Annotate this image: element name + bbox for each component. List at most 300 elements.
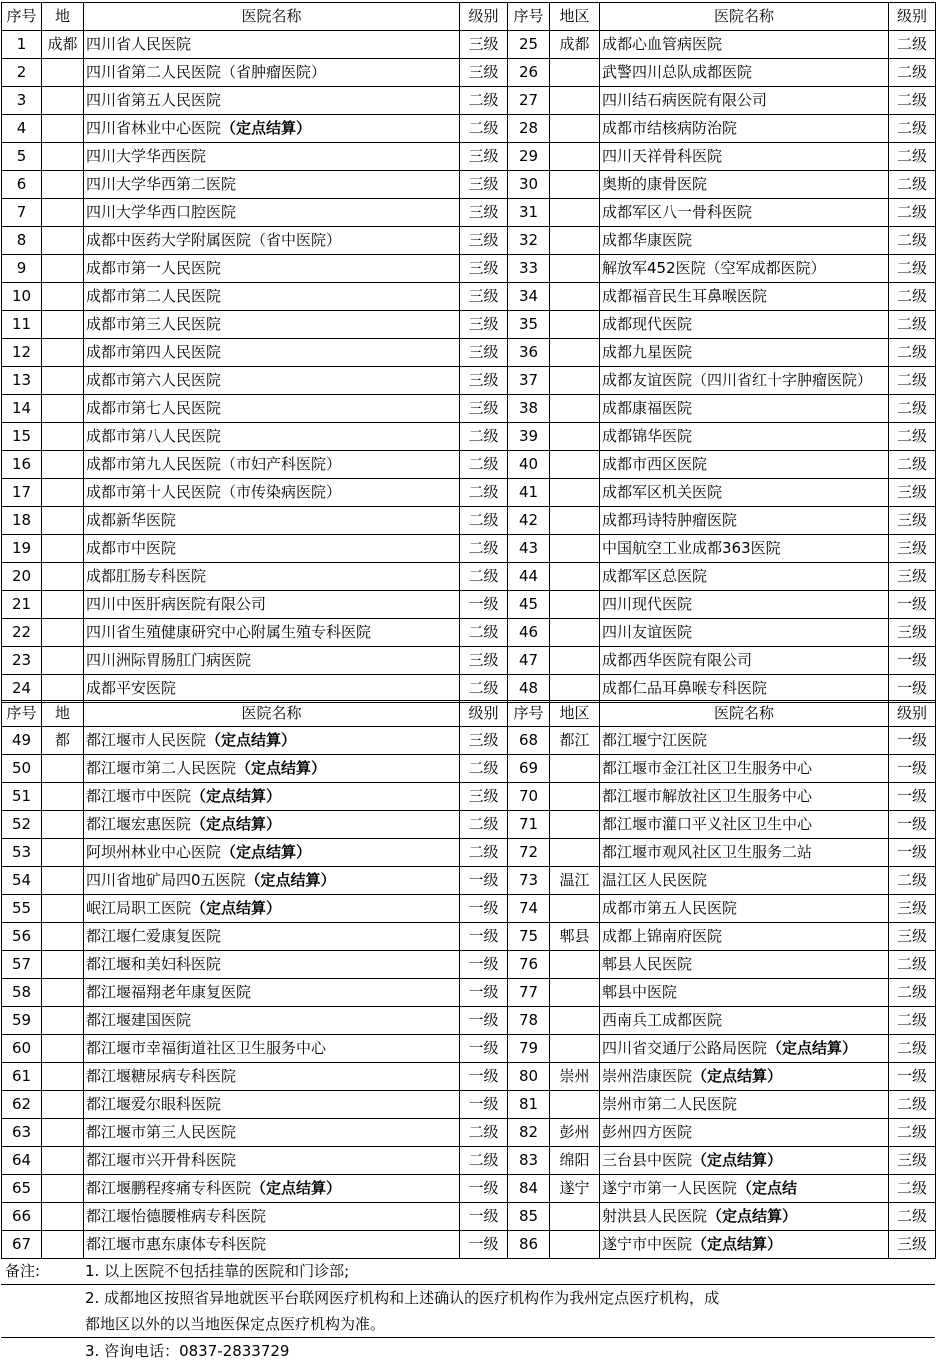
region bbox=[42, 59, 84, 87]
region bbox=[42, 755, 84, 783]
hospital-name-right bbox=[600, 951, 889, 979]
hospital-name-text: 四川大学华西医院 bbox=[86, 147, 207, 165]
hospital-name-right bbox=[600, 619, 889, 647]
level-right: 一级 bbox=[889, 783, 936, 811]
row-number: 65 bbox=[2, 1175, 42, 1203]
hospital-name-right bbox=[600, 1119, 889, 1147]
header-level: 级别 bbox=[460, 701, 508, 727]
row-number-right: 32 bbox=[508, 227, 550, 255]
row-number-right: 34 bbox=[508, 283, 550, 311]
hospital-name-text: 都江堰仁爱康复医院 bbox=[86, 927, 222, 945]
region-right bbox=[550, 395, 600, 423]
header-no: 序号 bbox=[2, 701, 42, 727]
header-no: 序号 bbox=[2, 3, 42, 31]
row-number: 10 bbox=[2, 283, 42, 311]
row-number: 54 bbox=[2, 867, 42, 895]
hospital-name-right-text: 崇州市第二人民医院 bbox=[602, 1095, 738, 1113]
hospital-name-text: 成都市第七人民医院 bbox=[86, 399, 222, 417]
note-line-2b bbox=[1, 1311, 935, 1338]
table-row bbox=[2, 171, 936, 199]
hospital-name-right bbox=[600, 395, 889, 423]
hospital-name-right-text: 成都军区总医院 bbox=[602, 567, 708, 585]
hospital-name-right-text: 成都市西区医院 bbox=[602, 455, 708, 473]
hospital-name-right bbox=[600, 199, 889, 227]
hospital-name-right-text: 都江堰市观风社区卫生服务二站 bbox=[602, 843, 813, 861]
hospital-name-text: 四川省生殖健康研究中心附属生殖专科医院 bbox=[86, 623, 372, 641]
hospital-name-text: 成都市第二人民医院 bbox=[86, 287, 222, 305]
row-number-right: 40 bbox=[508, 451, 550, 479]
hospital-name bbox=[84, 979, 460, 1007]
level: 三级 bbox=[460, 31, 508, 59]
row-number-right: 77 bbox=[508, 979, 550, 1007]
region-right: 成都 bbox=[550, 31, 600, 59]
region-right bbox=[550, 675, 600, 703]
hospital-name bbox=[84, 227, 460, 255]
hospital-name-text: 成都市第三人民医院 bbox=[86, 315, 222, 333]
row-number: 67 bbox=[2, 1231, 42, 1259]
settlement-tag: （定点结算） bbox=[251, 1179, 342, 1197]
row-number: 18 bbox=[2, 507, 42, 535]
hospital-name bbox=[84, 839, 460, 867]
hospital-name bbox=[84, 1063, 460, 1091]
level: 一级 bbox=[460, 1203, 508, 1231]
region bbox=[42, 1007, 84, 1035]
row-number-right: 74 bbox=[508, 895, 550, 923]
hospital-name-right-text: 遂宁市中医院 bbox=[602, 1235, 693, 1253]
region-right bbox=[550, 339, 600, 367]
hospital-name-right bbox=[600, 115, 889, 143]
table-header-row bbox=[2, 3, 936, 31]
hospital-name-text: 岷江局职工医院 bbox=[86, 899, 192, 917]
row-number-right: 43 bbox=[508, 535, 550, 563]
row-number-right: 79 bbox=[508, 1035, 550, 1063]
settlement-tag: （定点结算） bbox=[692, 1067, 783, 1085]
region bbox=[42, 1231, 84, 1259]
hospital-name bbox=[84, 311, 460, 339]
hospital-name-right-text: 中国航空工业成都363医院 bbox=[602, 539, 781, 557]
header-no-right: 序号 bbox=[508, 3, 550, 31]
hospital-name-right-text: 成都现代医院 bbox=[602, 315, 693, 333]
row-number-right: 83 bbox=[508, 1147, 550, 1175]
header-hospital-name: 医院名称 bbox=[84, 701, 460, 727]
notes-label: 备注: bbox=[5, 1262, 41, 1280]
hospital-name bbox=[84, 1035, 460, 1063]
level-right: 三级 bbox=[889, 479, 936, 507]
row-number-right: 36 bbox=[508, 339, 550, 367]
hospital-name-right bbox=[600, 507, 889, 535]
row-number: 3 bbox=[2, 87, 42, 115]
hospital-name bbox=[84, 255, 460, 283]
hospital-name-right-text: 都江堰市金江社区卫生服务中心 bbox=[602, 759, 813, 777]
level-right: 二级 bbox=[889, 283, 936, 311]
table-row bbox=[2, 1203, 936, 1231]
hospital-name-right-text: 成都锦华医院 bbox=[602, 427, 693, 445]
note-text-3: 3. 咨询电话：0837-2833729 bbox=[85, 1342, 290, 1360]
hospital-name-right bbox=[600, 423, 889, 451]
level-right: 一级 bbox=[889, 647, 936, 675]
hospital-name-text: 都江堰糖尿病专科医院 bbox=[86, 1067, 237, 1085]
region bbox=[42, 1091, 84, 1119]
hospital-name-right-text: 成都九星医院 bbox=[602, 343, 693, 361]
level-right: 二级 bbox=[889, 1035, 936, 1063]
hospital-name-right-text: 成都市结核病防治院 bbox=[602, 119, 738, 137]
hospital-name-right-text: 都江堰宁江医院 bbox=[602, 731, 708, 749]
region bbox=[42, 535, 84, 563]
row-number: 51 bbox=[2, 783, 42, 811]
region-right bbox=[550, 283, 600, 311]
row-number-right: 47 bbox=[508, 647, 550, 675]
hospital-name bbox=[84, 675, 460, 703]
region-right bbox=[550, 255, 600, 283]
row-number-right: 38 bbox=[508, 395, 550, 423]
row-number-right: 27 bbox=[508, 87, 550, 115]
region-right bbox=[550, 535, 600, 563]
row-number: 19 bbox=[2, 535, 42, 563]
hospital-name-right-text: 成都军区机关医院 bbox=[602, 483, 723, 501]
table-row bbox=[2, 1007, 936, 1035]
region bbox=[42, 895, 84, 923]
header-region: 地 bbox=[42, 3, 84, 31]
row-number: 4 bbox=[2, 115, 42, 143]
level: 二级 bbox=[460, 839, 508, 867]
region-right: 彭州 bbox=[550, 1119, 600, 1147]
level: 二级 bbox=[460, 675, 508, 703]
level-right: 二级 bbox=[889, 171, 936, 199]
hospital-name-right bbox=[600, 367, 889, 395]
hospital-name bbox=[84, 31, 460, 59]
row-number-right: 75 bbox=[508, 923, 550, 951]
level-right: 二级 bbox=[889, 1203, 936, 1231]
region-right bbox=[550, 423, 600, 451]
hospital-name bbox=[84, 783, 460, 811]
hospital-name-right bbox=[600, 839, 889, 867]
table-row bbox=[2, 1119, 936, 1147]
note-line-2 bbox=[1, 1285, 935, 1311]
row-number-right: 73 bbox=[508, 867, 550, 895]
hospital-name bbox=[84, 1091, 460, 1119]
table-row bbox=[2, 1063, 936, 1091]
level-right: 三级 bbox=[889, 507, 936, 535]
row-number-right: 76 bbox=[508, 951, 550, 979]
hospital-name-right-text: 四川友谊医院 bbox=[602, 623, 693, 641]
level-right: 二级 bbox=[889, 31, 936, 59]
region-right: 郫县 bbox=[550, 923, 600, 951]
hospital-name-right bbox=[600, 1231, 889, 1259]
hospital-name-text: 都江堰市第三人民医院 bbox=[86, 1123, 237, 1141]
region-right bbox=[550, 1007, 600, 1035]
level: 三级 bbox=[460, 59, 508, 87]
region bbox=[42, 1063, 84, 1091]
row-number: 21 bbox=[2, 591, 42, 619]
table-row bbox=[2, 727, 936, 755]
hospital-name-right-text: 成都市第五人民医院 bbox=[602, 899, 738, 917]
settlement-tag: （定点结算） bbox=[692, 1235, 783, 1253]
level: 三级 bbox=[460, 367, 508, 395]
region-right bbox=[550, 895, 600, 923]
level: 一级 bbox=[460, 923, 508, 951]
hospital-name bbox=[84, 395, 460, 423]
hospital-name bbox=[84, 451, 460, 479]
row-number: 14 bbox=[2, 395, 42, 423]
hospital-name-text: 都江堰市幸福街道社区卫生服务中心 bbox=[86, 1039, 327, 1057]
hospital-name bbox=[84, 619, 460, 647]
hospital-name bbox=[84, 199, 460, 227]
level-right: 二级 bbox=[889, 115, 936, 143]
row-number-right: 37 bbox=[508, 367, 550, 395]
row-number: 13 bbox=[2, 367, 42, 395]
region bbox=[42, 283, 84, 311]
hospital-name-text: 都江堰福翔老年康复医院 bbox=[86, 983, 252, 1001]
hospital-name-right bbox=[600, 171, 889, 199]
region bbox=[42, 1203, 84, 1231]
level: 三级 bbox=[460, 783, 508, 811]
hospital-name bbox=[84, 1175, 460, 1203]
hospital-name-right-text: 成都仁品耳鼻喉专科医院 bbox=[602, 679, 768, 697]
table-row bbox=[2, 199, 936, 227]
region-right bbox=[550, 479, 600, 507]
hospital-name-text: 阿坝州林业中心医院 bbox=[86, 843, 222, 861]
region-right bbox=[550, 311, 600, 339]
hospital-name-right bbox=[600, 783, 889, 811]
level-right: 二级 bbox=[889, 1007, 936, 1035]
hospital-table-2 bbox=[1, 700, 936, 1259]
row-number-right: 80 bbox=[508, 1063, 550, 1091]
table-row bbox=[2, 867, 936, 895]
hospital-name-right bbox=[600, 143, 889, 171]
hospital-name-text: 成都市第十人民医院（市传染病医院） bbox=[86, 483, 342, 501]
hospital-name-text: 四川中医肝病医院有限公司 bbox=[86, 595, 267, 613]
table-row bbox=[2, 59, 936, 87]
level: 一级 bbox=[460, 895, 508, 923]
note-line-1 bbox=[1, 1258, 935, 1285]
level: 三级 bbox=[460, 339, 508, 367]
region bbox=[42, 311, 84, 339]
region bbox=[42, 591, 84, 619]
region-right bbox=[550, 199, 600, 227]
table-row bbox=[2, 811, 936, 839]
hospital-name-text: 四川大学华西第二医院 bbox=[86, 175, 237, 193]
row-number: 58 bbox=[2, 979, 42, 1007]
region bbox=[42, 199, 84, 227]
level: 一级 bbox=[460, 1175, 508, 1203]
row-number: 15 bbox=[2, 423, 42, 451]
table-row bbox=[2, 115, 936, 143]
level: 一级 bbox=[460, 1035, 508, 1063]
region bbox=[42, 979, 84, 1007]
level: 三级 bbox=[460, 255, 508, 283]
hospital-name bbox=[84, 535, 460, 563]
hospital-name-right bbox=[600, 1175, 889, 1203]
hospital-name-right-text: 四川结石病医院有限公司 bbox=[602, 91, 768, 109]
region bbox=[42, 367, 84, 395]
row-number-right: 25 bbox=[508, 31, 550, 59]
level: 二级 bbox=[460, 1119, 508, 1147]
region bbox=[42, 1147, 84, 1175]
level-right: 二级 bbox=[889, 1119, 936, 1147]
level-right: 二级 bbox=[889, 951, 936, 979]
notes-section bbox=[1, 1258, 935, 1364]
row-number-right: 28 bbox=[508, 115, 550, 143]
hospital-name-text: 四川大学华西口腔医院 bbox=[86, 203, 237, 221]
hospital-name-right-text: 成都友谊医院（四川省红十字肿瘤医院） bbox=[602, 371, 873, 389]
hospital-name-text: 都江堰爱尔眼科医院 bbox=[86, 1095, 222, 1113]
table-row bbox=[2, 451, 936, 479]
hospital-name-right-text: 成都上锦南府医院 bbox=[602, 927, 723, 945]
hospital-name-right bbox=[600, 227, 889, 255]
row-number-right: 26 bbox=[508, 59, 550, 87]
hospital-name-text: 都江堰建国医院 bbox=[86, 1011, 192, 1029]
settlement-tag: （定点结算） bbox=[191, 899, 282, 917]
region-right: 绵阳 bbox=[550, 1147, 600, 1175]
table-row bbox=[2, 31, 936, 59]
region: 都 bbox=[42, 727, 84, 755]
table-row bbox=[2, 563, 936, 591]
hospital-name-right-text: 四川天祥骨科医院 bbox=[602, 147, 723, 165]
level-right: 二级 bbox=[889, 367, 936, 395]
region-right bbox=[550, 1203, 600, 1231]
region-right bbox=[550, 647, 600, 675]
note-text-1: 1. 以上医院不包括挂靠的医院和门诊部; bbox=[85, 1262, 350, 1280]
hospital-name-right-text: 武警四川总队成都医院 bbox=[602, 63, 753, 81]
settlement-tag: （定点结 bbox=[737, 1179, 798, 1197]
level-right: 二级 bbox=[889, 339, 936, 367]
row-number: 20 bbox=[2, 563, 42, 591]
header-hospital-name-right: 医院名称 bbox=[600, 701, 889, 727]
hospital-name bbox=[84, 115, 460, 143]
region bbox=[42, 923, 84, 951]
level-right: 二级 bbox=[889, 867, 936, 895]
region-right bbox=[550, 87, 600, 115]
hospital-name-text: 成都肛肠专科医院 bbox=[86, 567, 207, 585]
region-right bbox=[550, 755, 600, 783]
region bbox=[42, 1035, 84, 1063]
hospital-name-right-text: 解放军452医院（空军成都医院） bbox=[602, 259, 826, 277]
table-row bbox=[2, 1175, 936, 1203]
hospital-name bbox=[84, 1119, 460, 1147]
level-right: 二级 bbox=[889, 423, 936, 451]
region-right bbox=[550, 563, 600, 591]
hospital-name bbox=[84, 951, 460, 979]
header-no-right: 序号 bbox=[508, 701, 550, 727]
hospital-name-right-text: 郫县人民医院 bbox=[602, 955, 693, 973]
region-right bbox=[550, 115, 600, 143]
hospital-name bbox=[84, 1203, 460, 1231]
hospital-name-right bbox=[600, 563, 889, 591]
hospital-name-text: 四川省人民医院 bbox=[86, 35, 192, 53]
hospital-name bbox=[84, 1147, 460, 1175]
hospital-name-text: 四川省林业中心医院 bbox=[86, 119, 222, 137]
hospital-name-text: 成都平安医院 bbox=[86, 679, 177, 697]
hospital-name bbox=[84, 171, 460, 199]
region bbox=[42, 395, 84, 423]
region bbox=[42, 647, 84, 675]
row-number: 16 bbox=[2, 451, 42, 479]
level-right: 三级 bbox=[889, 1147, 936, 1175]
level: 一级 bbox=[460, 1063, 508, 1091]
row-number: 8 bbox=[2, 227, 42, 255]
hospital-name-right-text: 都江堰市解放社区卫生服务中心 bbox=[602, 787, 813, 805]
row-number-right: 84 bbox=[508, 1175, 550, 1203]
header-level-right: 级别 bbox=[889, 3, 936, 31]
hospital-name-text: 都江堰市惠东康体专科医院 bbox=[86, 1235, 267, 1253]
region-right: 都江 bbox=[550, 727, 600, 755]
table-row bbox=[2, 283, 936, 311]
region bbox=[42, 451, 84, 479]
settlement-tag: （定点结算） bbox=[236, 759, 327, 777]
region bbox=[42, 171, 84, 199]
hospital-name-right-text: 四川省交通厅公路局医院 bbox=[602, 1039, 768, 1057]
hospital-name-right bbox=[600, 535, 889, 563]
region-right bbox=[550, 507, 600, 535]
hospital-name bbox=[84, 367, 460, 395]
hospital-name-right bbox=[600, 255, 889, 283]
hospital-name-text: 四川省第二人民医院（省肿瘤医院） bbox=[86, 63, 327, 81]
table-row bbox=[2, 1231, 936, 1259]
row-number: 60 bbox=[2, 1035, 42, 1063]
table-row bbox=[2, 755, 936, 783]
header-region-right: 地区 bbox=[550, 3, 600, 31]
row-number-right: 48 bbox=[508, 675, 550, 703]
hospital-name-right-text: 奥斯的康骨医院 bbox=[602, 175, 708, 193]
region bbox=[42, 1119, 84, 1147]
region-right bbox=[550, 619, 600, 647]
level-right: 一级 bbox=[889, 1063, 936, 1091]
hospital-name-right-text: 射洪县人民医院 bbox=[602, 1207, 708, 1225]
hospital-name-right bbox=[600, 1203, 889, 1231]
hospital-name-right bbox=[600, 979, 889, 1007]
row-number-right: 33 bbox=[508, 255, 550, 283]
table-row bbox=[2, 1147, 936, 1175]
hospital-name-right bbox=[600, 647, 889, 675]
hospital-name bbox=[84, 755, 460, 783]
hospital-name-right bbox=[600, 811, 889, 839]
level: 三级 bbox=[460, 171, 508, 199]
row-number-right: 29 bbox=[508, 143, 550, 171]
table-row bbox=[2, 395, 936, 423]
hospital-name-right bbox=[600, 867, 889, 895]
row-number: 11 bbox=[2, 311, 42, 339]
hospital-name-right bbox=[600, 59, 889, 87]
hospital-name bbox=[84, 507, 460, 535]
hospital-name-text: 四川省第五人民医院 bbox=[86, 91, 222, 109]
table-row bbox=[2, 535, 936, 563]
region bbox=[42, 619, 84, 647]
region bbox=[42, 339, 84, 367]
row-number-right: 35 bbox=[508, 311, 550, 339]
hospital-name-right-text: 郫县中医院 bbox=[602, 983, 678, 1001]
settlement-tag: （定点结算） bbox=[221, 119, 312, 137]
region-right bbox=[550, 979, 600, 1007]
hospital-name-text: 都江堰宏惠医院 bbox=[86, 815, 192, 833]
row-number: 12 bbox=[2, 339, 42, 367]
table-row bbox=[2, 339, 936, 367]
level-right: 二级 bbox=[889, 227, 936, 255]
hospital-name-text: 四川省地矿局四0五医院 bbox=[86, 871, 246, 889]
settlement-tag: （定点结算） bbox=[191, 815, 282, 833]
region-right bbox=[550, 1091, 600, 1119]
hospital-name-right-text: 成都西华医院有限公司 bbox=[602, 651, 753, 669]
settlement-tag: （定点结算） bbox=[707, 1207, 798, 1225]
row-number-right: 86 bbox=[508, 1231, 550, 1259]
settlement-tag: （定点结算） bbox=[245, 871, 336, 889]
hospital-name-right bbox=[600, 451, 889, 479]
row-number-right: 85 bbox=[508, 1203, 550, 1231]
table-header-row bbox=[2, 701, 936, 727]
hospital-name bbox=[84, 339, 460, 367]
hospital-name-right-text: 成都心血管病医院 bbox=[602, 35, 723, 53]
row-number-right: 46 bbox=[508, 619, 550, 647]
level: 二级 bbox=[460, 1147, 508, 1175]
